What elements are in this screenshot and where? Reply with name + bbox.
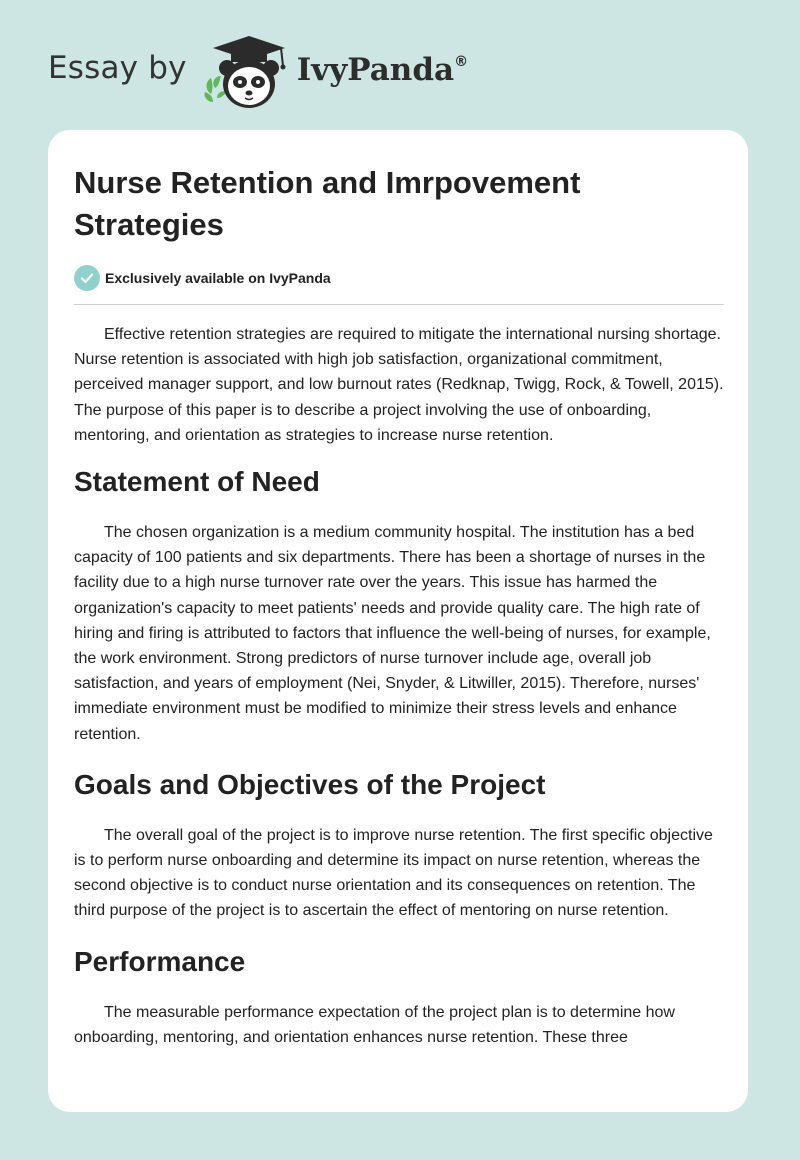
section-heading-statement-of-need: Statement of Need	[74, 466, 320, 498]
check-icon	[74, 265, 100, 291]
badge-label: Exclusively available on IvyPanda	[105, 270, 331, 286]
divider	[74, 304, 724, 305]
section-heading-performance: Performance	[74, 945, 246, 977]
registered-mark: ®	[454, 54, 469, 70]
brand-name: IvyPanda®	[296, 52, 469, 88]
section-paragraph-goals-objectives: The overall goal of the project is to improve nurse retention. The first specific objective is to perform nurse onboarding and determine its impact on nurse retention, whereas the second objective is to conduct nurse orientation and its consequences on retention. The third purpose of the project is to ascertain the effect of mentoring on nurse retention.	[74, 826, 713, 920]
section-paragraph-performance: The measurable performance expectation of the project plan is to determine how onboarding, mentoring, and orientation enhances nurse retention. These three	[74, 1003, 675, 1046]
essay-card	[48, 130, 748, 1112]
essay-by-label: Essay by	[48, 50, 187, 86]
essay-content	[74, 162, 724, 1050]
intro-paragraph: Effective retention strategies are required to mitigate the international nursing shortage. Nurse retention is associated with high job satisfaction, organizational commitment, perceived manager support, and low burnout rates (Redknap, Twigg, Rock, & Towell, 2015). The purpose of this paper is to describe a project involving the use of onboarding, mentoring, and orientation as strategies to increase nurse retention.	[74, 326, 724, 444]
site-header	[48, 32, 468, 112]
panda-logo-icon[interactable]	[203, 32, 295, 112]
section-heading-goals-objectives: Goals and Objectives of the Project	[74, 768, 546, 800]
exclusive-badge	[74, 264, 724, 292]
page-title: Nurse Retention and Imrpovement Strategies	[74, 165, 581, 242]
section-paragraph-statement-of-need: The chosen organization is a medium community hospital. The institution has a bed capacity of 100 patients and six departments. There has been a shortage of nurses in the facility due to a high nurse turnover rate over the years. This issue has harmed the organization's capacity to meet patients' needs and provide quality care. The high rate of hiring and firing is attributed to factors that influence the well-being of nurses, for example, the work environment. Strong predictors of nurse turnover include age, overall job satisfaction, and years of employment (Nei, Snyder, & Litwiller, 2015). Therefore, nurses' immediate environment must be modified to minimize their stress levels and enhance retention.	[74, 524, 711, 743]
